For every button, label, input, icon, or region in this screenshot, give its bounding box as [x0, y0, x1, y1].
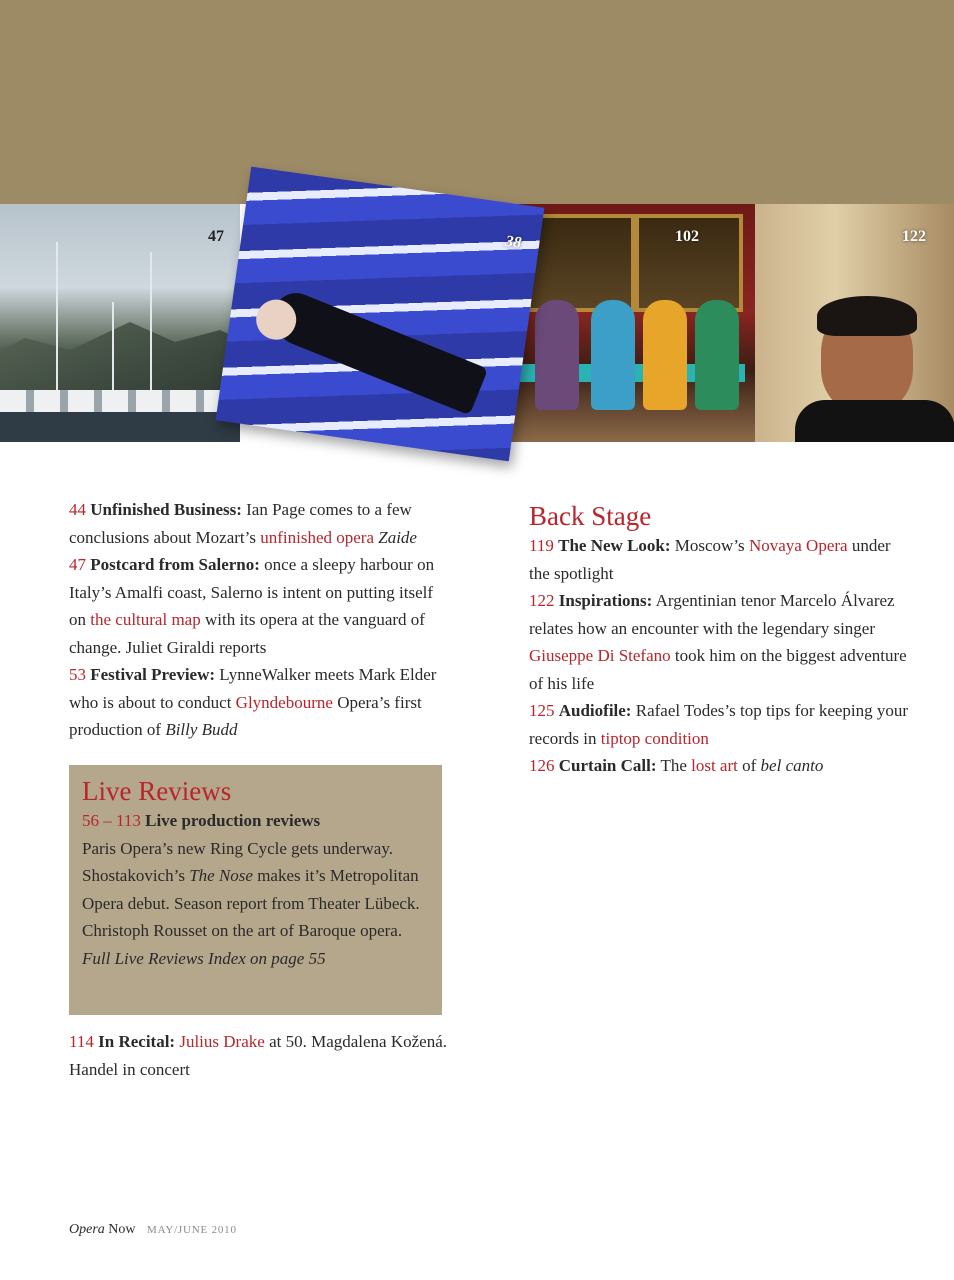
section-heading-live-reviews: Live Reviews — [82, 776, 232, 806]
portrait-hair — [817, 296, 917, 336]
entry-italic: Zaide — [378, 527, 417, 547]
singer-figure — [695, 300, 739, 410]
painting-shape — [527, 214, 635, 312]
mast — [150, 252, 152, 402]
page-ref-label: 102 — [675, 228, 699, 245]
entry-text: took him on the biggest adventure of his life — [529, 646, 907, 693]
magazine-name-italic: Opera — [69, 1222, 105, 1237]
reviews-index-note[interactable]: Full Live Reviews Index on page 55 — [82, 948, 326, 968]
photo-salerno-harbour[interactable] — [0, 204, 240, 442]
page-number: 126 — [529, 756, 555, 775]
boats — [0, 390, 240, 412]
contents-entry[interactable] — [529, 697, 909, 752]
live-reviews-box — [69, 765, 442, 1015]
page-number: 122 — [529, 591, 555, 610]
photo-singer-tilted[interactable] — [216, 167, 545, 462]
page-number: 114 — [69, 1032, 94, 1051]
entry-italic: The Nose — [189, 866, 253, 885]
entry-link[interactable]: Giuseppe Di Stefano — [529, 646, 671, 665]
entry-text: once a sleepy harbour on Italy’s Amalfi coast, Salerno is intent on putting itself on — [69, 555, 435, 629]
contents-entry[interactable] — [69, 661, 449, 744]
entry-text: with its opera at the vanguard of change. Juliet Giraldi reports — [69, 610, 425, 657]
page-ref-label: 122 — [902, 228, 926, 245]
singer-figure — [591, 300, 635, 410]
entry-text: Opera’s first production of — [69, 692, 422, 739]
entry-link[interactable]: tiptop condition — [600, 728, 709, 748]
contents-right-column — [529, 500, 909, 780]
entry-text: Moscow’s — [670, 536, 749, 555]
page-ref-label: 38 — [504, 232, 523, 252]
pier — [0, 412, 240, 442]
entry-title: In Recital: — [98, 1032, 176, 1051]
entry-text: Ian Page comes to a few conclusions about Mozart’s — [69, 500, 412, 547]
entry-link[interactable]: lost art — [691, 756, 738, 775]
issue-date: MAY/JUNE 2010 — [147, 1224, 237, 1236]
contents-entry[interactable] — [82, 807, 434, 945]
entry-text: The — [656, 756, 692, 775]
entry-title: Festival Preview: — [90, 665, 216, 684]
header-band — [0, 0, 954, 204]
entry-italic: bel canto — [760, 756, 824, 775]
portrait-body — [795, 400, 954, 442]
entry-title: Audiofile: — [558, 701, 632, 720]
entry-text: under the spotlight — [529, 536, 891, 583]
page-number: 119 — [529, 536, 554, 555]
entry-text: Argentinian tenor Marcelo Álvarez relates how an encounter with the legendary singer — [529, 591, 895, 638]
entry-title: The New Look: — [558, 536, 671, 555]
page-range: 56 – 113 — [82, 811, 141, 830]
entry-text: LynneWalker meets Mark Elder who is about to conduct — [69, 665, 437, 712]
entry-title: Inspirations: — [558, 591, 653, 610]
contents-entry[interactable] — [69, 551, 449, 661]
entry-title: Postcard from Salerno: — [90, 555, 260, 574]
entry-text: at 50. Magdalena Kožená. Handel in concert — [69, 1032, 448, 1079]
page-footer — [69, 1222, 237, 1238]
photo-stage-production[interactable] — [505, 204, 757, 442]
singer-figure — [535, 300, 579, 410]
entry-title: Curtain Call: — [558, 756, 657, 775]
singer-figure — [643, 300, 687, 410]
contents-entry[interactable] — [529, 752, 909, 780]
entry-link[interactable]: the cultural map — [90, 610, 201, 629]
photo-tenor-portrait[interactable] — [755, 204, 954, 442]
entry-link[interactable]: unfinished opera — [260, 527, 374, 547]
page-ref-label: 47 — [208, 228, 224, 245]
contents-left-column — [69, 496, 449, 744]
entry-title: Live production reviews — [145, 811, 321, 830]
page-number: 44 — [69, 500, 86, 519]
entry-text: of — [737, 756, 761, 775]
entry-text: Paris Opera’s new Ring Cycle gets underway. Shostakovich’s — [82, 838, 393, 885]
section-heading-back-stage: Back Stage — [529, 501, 652, 531]
entry-italic: Billy Budd — [165, 720, 238, 739]
entry-link[interactable]: Julius Drake — [179, 1032, 265, 1051]
mountain-shape — [0, 314, 240, 394]
page-number: 125 — [529, 701, 555, 720]
singer-figure — [265, 287, 488, 416]
entry-text: makes it’s Metropolitan Opera debut. Season report from Theater Lübeck. Christoph Rousset on the art of Baroque opera. — [82, 866, 420, 940]
contents-entry[interactable] — [529, 532, 909, 587]
contents-entry[interactable] — [529, 587, 909, 697]
entry-link[interactable]: Glyndebourne — [235, 692, 333, 712]
magazine-name-rest: Now — [104, 1222, 136, 1237]
mast — [56, 242, 58, 402]
contents-entry-recital[interactable] — [69, 1028, 449, 1083]
contents-entry[interactable] — [69, 496, 449, 551]
page-number: 53 — [69, 665, 86, 684]
entry-title: Unfinished Business: — [90, 500, 242, 519]
page-number: 47 — [69, 555, 86, 574]
mast — [112, 302, 114, 402]
entry-link[interactable]: Novaya Opera — [748, 536, 848, 555]
entry-text: Rafael Todes’s top tips for keeping your records in — [529, 701, 909, 748]
